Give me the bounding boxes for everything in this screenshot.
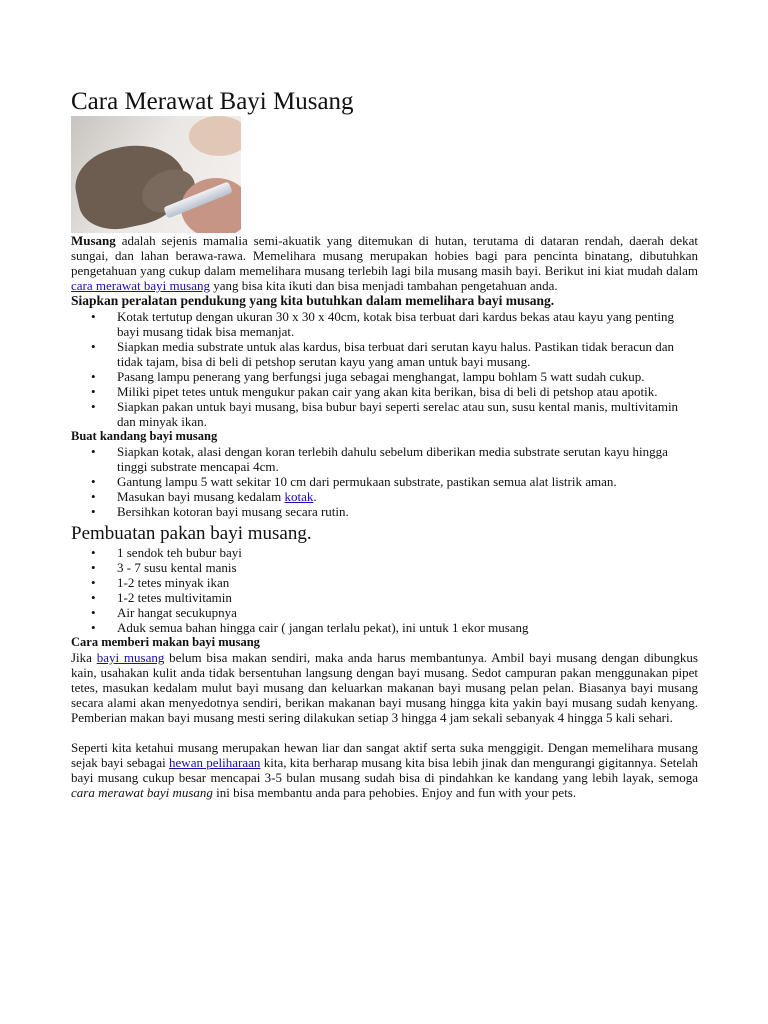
feeding-paragraph: Jika bayi musang belum bisa makan sendiri, maka anda harus membantunya. Ambil bayi musang dengan dibungkus kain, usahakan kulit anda tidak bersentuhan langsung dengan bayi musang. Sedot campuran pakan menggunakan pipet tetes, masukan kedalam mulut bayi musang dan keluarkan makanan bayi musang pelan pelan. Biasanya bayi musang secara alami akan menyedotnya sendiri, berikan makanan bayi musang hingga kita yakin bayi musang sudah kenyang. Pemberian makan bayi musang mesti sering dilakukan setiap 3 hingga 4 jam sekali sebanyak 4 hingga 5 kali sehari. (71, 650, 698, 725)
equipment-list (71, 309, 698, 429)
link-hewan-peliharaan[interactable]: hewan peliharaan (169, 755, 261, 770)
list-item: • 1-2 tetes minyak ikan (117, 575, 698, 590)
feed-list (71, 545, 698, 635)
list-item: • 1 sendok teh bubur bayi (117, 545, 698, 560)
article (71, 88, 698, 800)
list-item: • Air hangat secukupnya (117, 605, 698, 620)
list-item: • Masukan bayi musang kedalam kotak. (117, 489, 698, 504)
section-feeding-heading: Cara memberi makan bayi musang (71, 635, 260, 649)
list-item: • 3 - 7 susu kental manis (117, 560, 698, 575)
list-item: • Aduk semua bahan hingga cair ( jangan terlalu pekat), ini untuk 1 ekor musang (117, 620, 698, 635)
section-cage-heading: Buat kandang bayi musang (71, 429, 218, 443)
cage-list (71, 444, 698, 519)
baby-civet-photo (71, 116, 241, 233)
list-item: • 1-2 tetes multivitamin (117, 590, 698, 605)
closing-paragraph: Seperti kita ketahui musang merupakan hewan liar dan sangat aktif serta suka menggigit. Dengan memelihara musang sejak bayi sebagai hewan peliharaan kita, kita berharap musang kita bisa lebih jinak dan mengurangi gigitannya. Setelah bayi musang cukup besar mencapai 3-5 bulan musang sudah bisa di pindahkan ke kandang yang lebih layak, semoga cara merawat bayi musang ini bisa membantu anda para pehobies. Enjoy and fun with your pets. (71, 740, 699, 800)
link-bayi-musang[interactable]: bayi musang (96, 650, 165, 665)
list-item: • Bersihkan kotoran bayi musang secara rutin. (117, 504, 698, 519)
list-item: • Miliki pipet tetes untuk mengukur pakan cair yang akan kita berikan, bisa di beli di petshop atau apotik. (117, 384, 698, 399)
list-item: • Siapkan pakan untuk bayi musang, bisa bubur bayi seperti serelac atau sun, susu kental manis, multivitamin dan minyak ikan. (117, 399, 698, 429)
list-item: • Kotak tertutup dengan ukuran 30 x 30 x 40cm, kotak bisa terbuat dari kardus bekas atau kayu yang penting bayi musang tidak bisa memanjat. (117, 309, 698, 339)
section-equipment-heading: Siapkan peralatan pendukung yang kita butuhkan dalam memelihara bayi musang. (71, 293, 555, 308)
list-item: • Siapkan kotak, alasi dengan koran terlebih dahulu sebelum diberikan media substrate serutan kayu hingga tinggi substrate mencapai 4cm. (117, 444, 698, 474)
intro-paragraph: Musang adalah sejenis mamalia semi-akuatik yang ditemukan di hutan, terutama di dataran rendah, daerah dekat sungai, dan lahan berawa-rawa. Memelihara musang merupakan hobies bagi para pencinta binatang, dibutuhkan pengetahuan yang cukup dalam memelihara musang terlebih lagi bila musang masih bayi. Berikut ini kiat mudah dalam cara merawat bayi musang yang bisa kita ikuti dan bisa menjadi tambahan pengetahuan anda. (71, 233, 698, 293)
list-item: • Siapkan media substrate untuk alas kardus, bisa terbuat dari serutan kayu halus. Pastikan tidak beracun dan tidak tajam, bisa di beli di petshop serutan kayu yang aman untuk bayi musang. (117, 339, 698, 369)
page-title: Cara Merawat Bayi Musang (71, 88, 354, 115)
list-item: • Pasang lampu penerang yang berfungsi juga sebagai menghangat, lampu bohlam 5 watt sudah cukup. (117, 369, 698, 384)
list-item: • Gantung lampu 5 watt sekitar 10 cm dari permukaan substrate, pastikan semua alat listrik aman. (117, 474, 698, 489)
link-kotak[interactable]: kotak (284, 489, 314, 504)
link-cara-merawat[interactable]: cara merawat bayi musang (71, 278, 210, 293)
section-feed-heading: Pembuatan pakan bayi musang. (71, 523, 312, 544)
